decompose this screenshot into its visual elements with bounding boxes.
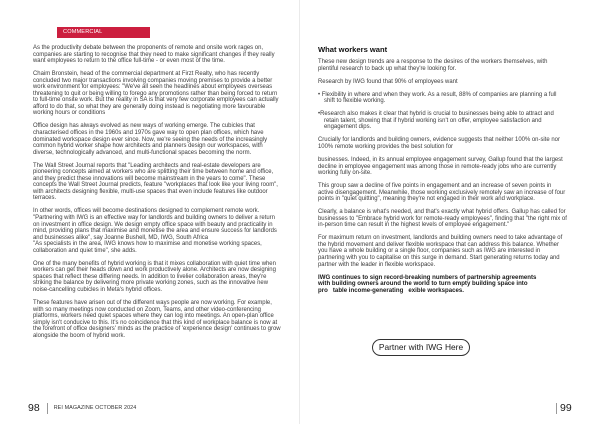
section-tag: COMMERCIAL bbox=[57, 27, 150, 38]
article-paragraph: As the productivity debate between the proponents of remote and onsite work rages on, companies are starting to recognise that they need to make significant changes if they really want employees to return to the office full-time - or even most of the time. bbox=[33, 45, 275, 65]
bullet-item: •Research also makes it clear that hybrid is crucial to businesses being able to attract and retain talent, showing that if hybrid working isn't on offer, employee satisfaction and engagement dips. bbox=[318, 111, 554, 131]
article-paragraph: In other words, offices will become destinations designed to complement remote work. "Partnering with IWG is an effective way for landlords and building owners to deliver a return on investment in office design. We design empty office space with beauty and practicality in mind, providing plans that maximise and monetise the area and ensure success for landlords and businesses alike", say Joanne Bushell, MD, IWG, South Africa "As specialists in the area, IWG knows how to maximise and monetise working spaces, collaboration and quiet time", she adds. bbox=[33, 208, 277, 254]
article-paragraph: Research by IWG found that 90% of employees want bbox=[318, 78, 458, 85]
bullet-item: • Flexibility in where and when they work. As a result, 88% of companies are planning a full shift to flexible working. bbox=[318, 91, 557, 105]
article-paragraph: For maximum return on investment, landlords and building owners need to take advantage of the hybrid movement and deliver flexible workspace that can address this balance. Whether you have a whole building or a single floor, companies such as IWG are interested in partnering with you to capitalise on this surge in demand. Start generating returns today and partner with the leader in flexible workspace. bbox=[318, 235, 563, 268]
callout-line: pro table income-generating exible workspaces. bbox=[318, 287, 464, 295]
left-article-column bbox=[33, 45, 281, 346]
right-article-column bbox=[318, 45, 568, 295]
article-paragraph: These new design trends are a response to the desires of the workers themselves, with plentiful research to back up what they're looking for. bbox=[318, 59, 548, 72]
article-paragraph: Clearly, a balance is what's needed, and that's exactly what hybrid offers. Gallup has called for businesses to "Embrace hybrid work for remote-ready employees", finding that "the right mix of in-person time can result in the highest levels of employee engagement." bbox=[318, 209, 567, 229]
left-footer bbox=[28, 402, 136, 414]
magazine-issue: REI MAGAZINE OCTOBER 2024 bbox=[53, 405, 137, 411]
callout-text bbox=[318, 275, 568, 295]
article-paragraph: This group saw a decline of five points in engagement and an increase of seven points in active disengagement. Meanwhile, those working exclusively remotely saw an increase of four points in "quiet quitting", meaning they're not engaged in their work and workplace. bbox=[318, 183, 566, 203]
right-footer bbox=[556, 402, 572, 414]
footer-divider bbox=[556, 403, 557, 414]
article-paragraph: Office design has always evolved as new ways of working emerge. The cubicles that characterised offices in the 1960s and 1970s gave way to open plan offices, which have dominated workspace design ever since. Now, we're seeing the needs of the increasingly common hybrid worker shape how architects and planners design our workspaces, with diverse, technologically advanced, and multi-functional spaces becoming the norm. bbox=[33, 123, 268, 156]
article-paragraph: One of the many benefits of hybrid working is that it mixes collaboration with quiet time when workers can get their heads down and work productively alone. Architects are now designing spaces that reflect these differing needs. In addition to livelier collaboration areas, they're striking the balance by delivering more private working zones, such as the innovative new noise-cancelling cubicles in Meta's hybrid offices. bbox=[33, 260, 276, 293]
article-paragraph: These features have arisen out of the different ways people are now working. For example, with so many meetings now conducted on Zoom, Teams, and other video-conferencing platforms, workers need quiet spaces where they can log into meetings. An open-plan office simply isn't conducive to this. It's no coincidence that this kind of workplace balance is now at the forefront of office designers' minds as the practice of 'experience design' continues to grow alongside the boom of hybrid work. bbox=[33, 300, 281, 339]
article-paragraph: Crucially for landlords and building owners, evidence suggests that neither 100% on-site nor 100% remote working provides the best solution for bbox=[318, 137, 560, 150]
article-paragraph: Chaim Bronstein, head of the commercial department at Firzt Realty, who has recently concluded two major transactions involving companies moving premises to provide a better work environment for employees: "We've all seen the headlines about employees overseas threatening to quit or being willing to forego any promotions rather than being forced to return to full-time onsite work. But the reality in SA is that very few corporate employees can actually afford to do that, so what they are generally doing instead is negotiating more favourable working hours or conditions bbox=[33, 71, 279, 117]
partner-with-iwg-button[interactable]: Partner with IWG Here bbox=[372, 339, 470, 356]
article-paragraph: businesses. Indeed, in its annual employee engagement survey, Gallup found that the largest decline in employee engagement was among those in remote-ready jobs who are currently working fully on-site. bbox=[318, 156, 563, 177]
page-number: 99 bbox=[560, 402, 572, 414]
callout-line: with building owners around the world to turn empty building space into bbox=[318, 280, 528, 288]
article-paragraph: The Wall Street Journal reports that "Leading architects and real-estate developers are pioneering concepts aimed at workers who are splitting their time between home and office, and they predict these innovations will become mainstream in the years to come". These concepts the Wall Street Journal predicts, feature "workplaces that look like your living room", with architects designing flexible, multi-use spaces that even include features like outdoor terraces. bbox=[33, 162, 278, 202]
page-number: 98 bbox=[28, 402, 40, 414]
callout-line: IWG continues to sign record-breaking numbers of partnership agreements bbox=[318, 273, 537, 281]
footer-divider bbox=[47, 403, 48, 414]
section-heading: What workers want bbox=[318, 45, 388, 54]
